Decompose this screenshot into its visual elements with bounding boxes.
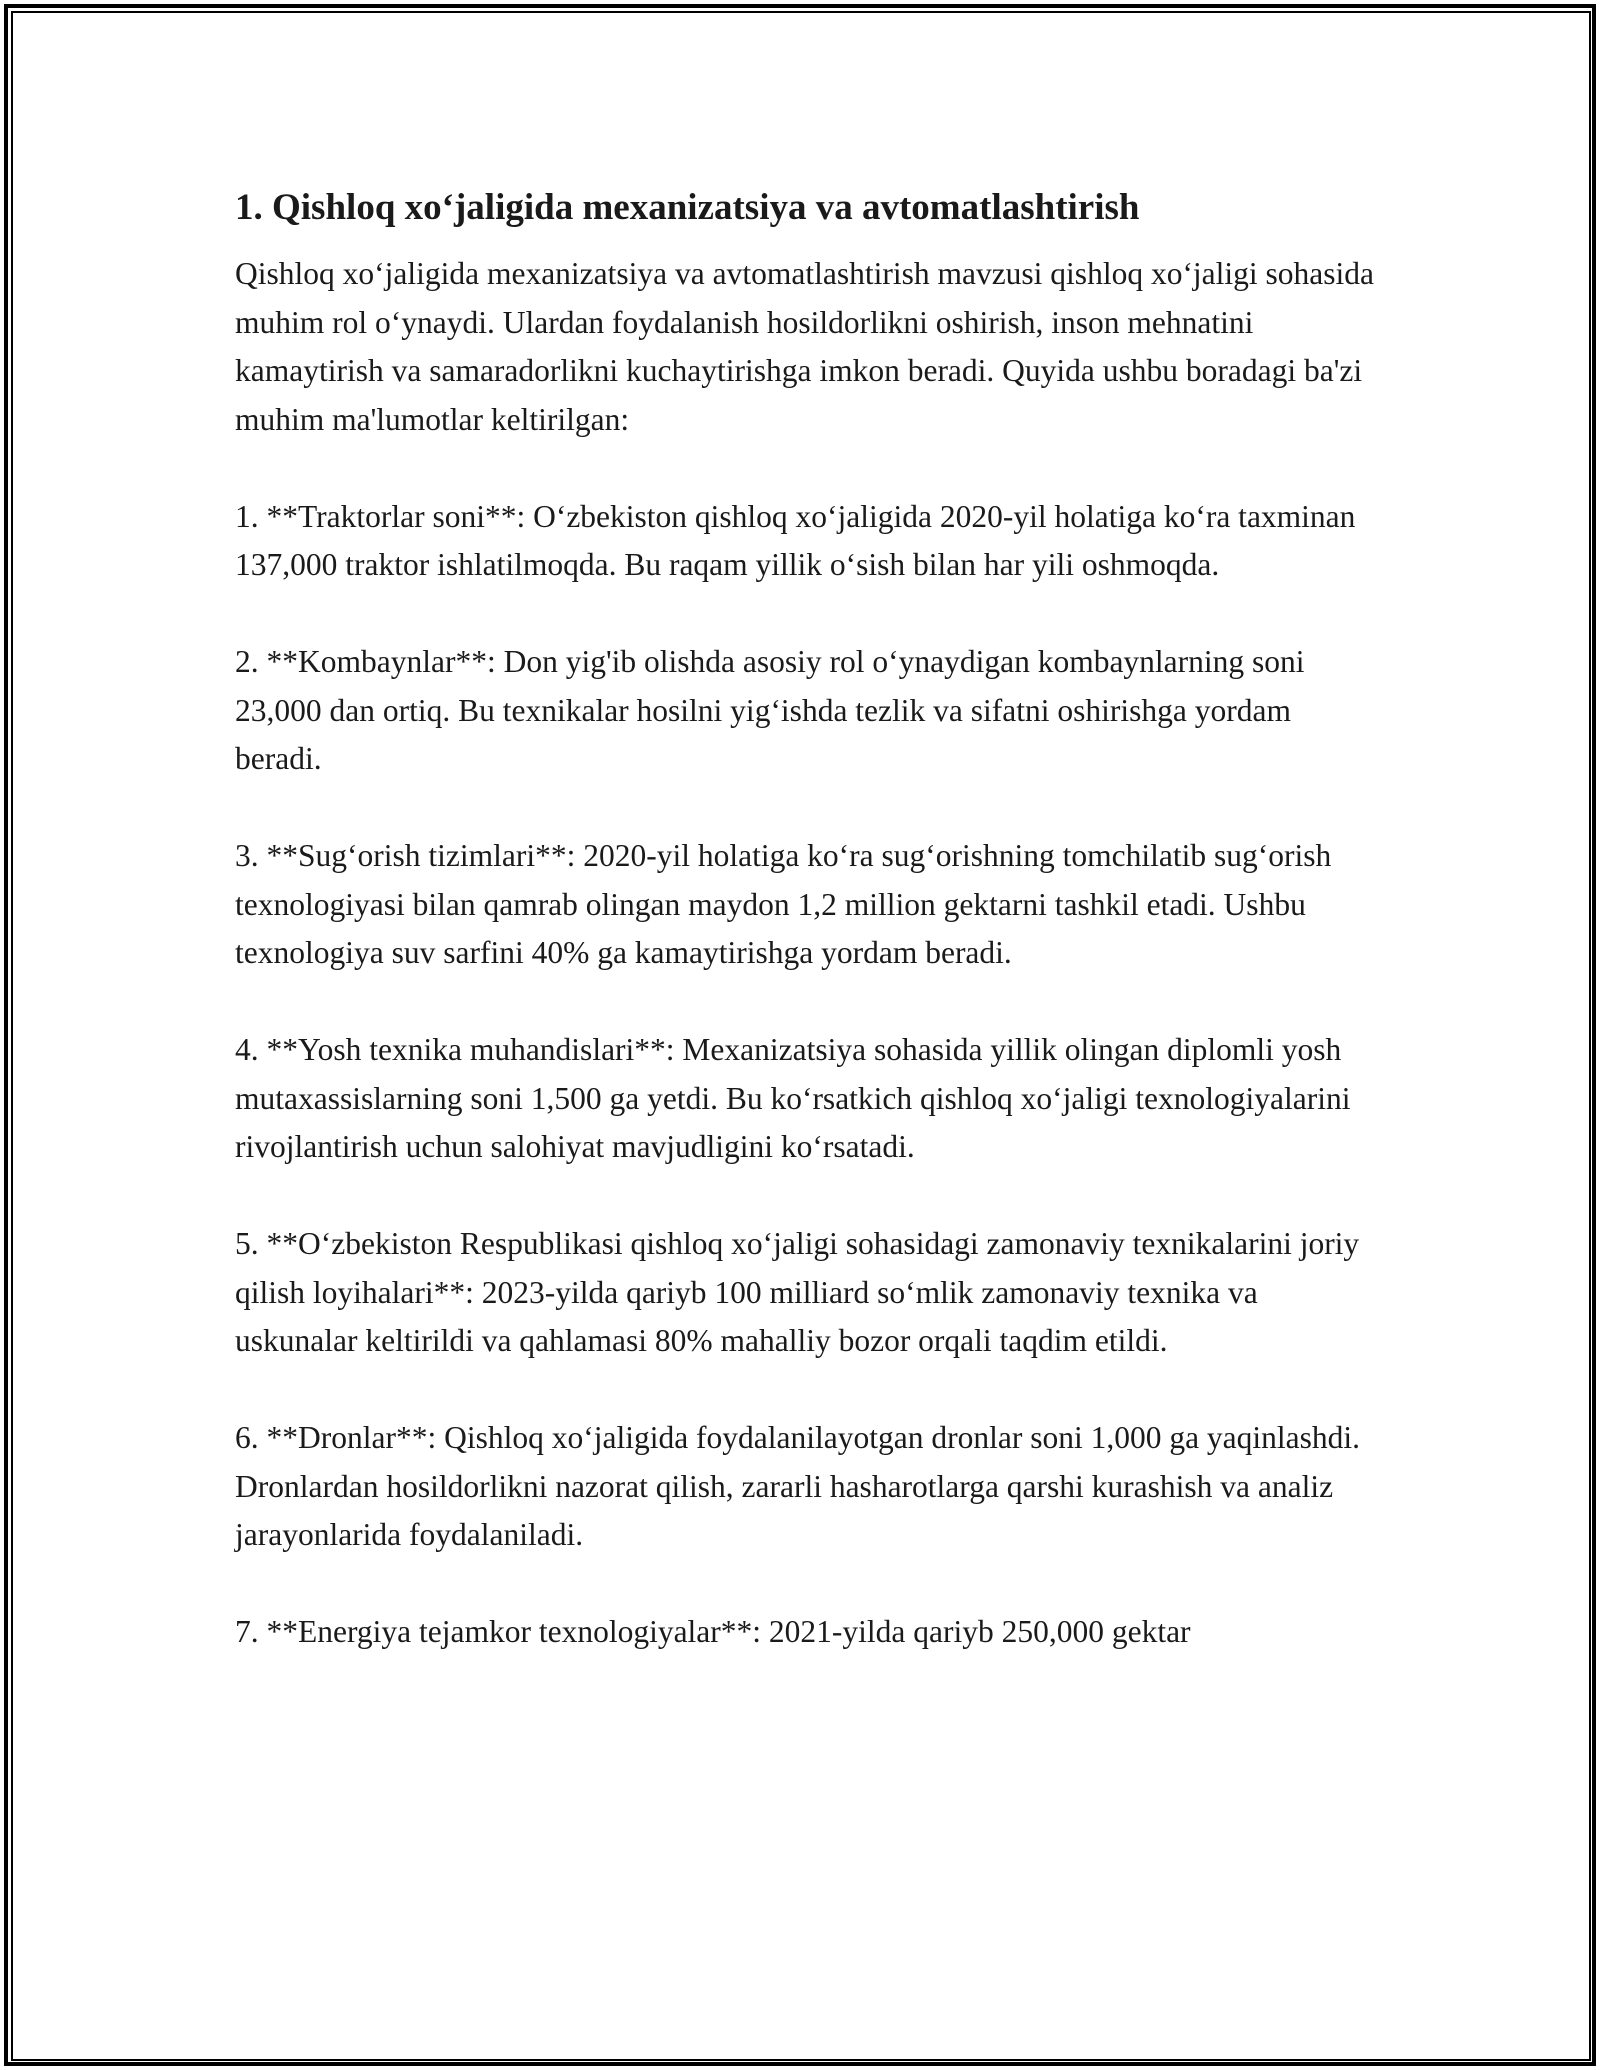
list-item-kombaynlar: 2. **Kombaynlar**: Don yig'ib olishda asosiy rol o‘ynaydigan kombaynlarning soni 23,000 dan ortiq. Bu texnikalar hosilni yig‘ishda tezlik va sifatni oshirishga yordam beradi. <box>235 644 1305 777</box>
document-body <box>235 186 1385 1657</box>
intro-paragraph: Qishloq xo‘jaligida mexanizatsiya va avtomatlashtirish mavzusi qishloq xo‘jaligi sohasida muhim rol o‘ynaydi. Ulardan foydalanish hosildorlikni oshirish, inson mehnatini kamaytirish va samaradorlikni kuchaytirishga imkon beradi. Quyida ushbu boradagi ba'zi muhim ma'lumotlar keltirilgan: <box>235 256 1375 437</box>
list-item-loyihalar: 5. **O‘zbekiston Respublikasi qishloq xo‘jaligi sohasidagi zamonaviy texnikalarini joriy qilish loyihalari**: 2023-yilda qariyb 100 milliard so‘mlik zamonaviy texnika va uskunalar keltirildi va qahlamasi 80% mahalliy bozor orqali taqdim etildi. <box>235 1226 1360 1359</box>
list-item-traktorlar: 1. **Traktorlar soni**: O‘zbekiston qishloq xo‘jaligida 2020-yil holatiga ko‘ra taxminan 137,000 traktor ishlatilmoqda. Bu raqam yillik o‘sish bilan har yili oshmoqda. <box>235 498 1356 583</box>
document-title: 1. Qishloq xo‘jaligida mexanizatsiya va avtomatlashtirish <box>235 187 1140 228</box>
list-item-sugorish: 3. **Sug‘orish tizimlari**: 2020-yil holatiga ko‘ra sug‘orishning tomchilatib sug‘orish texnologiyasi bilan qamrab olingan maydon 1,2 million gektarni tashkil etadi. Ushbu texnologiya suv sarfini 40% ga kamaytirishga yordam beradi. <box>235 838 1332 971</box>
list-item-muhandislar: 4. **Yosh texnika muhandislari**: Mexanizatsiya sohasida yillik olingan diplomli yosh mutaxassislarning soni 1,500 ga yetdi. Bu ko‘rsatkich qishloq xo‘jaligi texnologiyalarini rivojlantirish uchun salohiyat mavjudligini ko‘rsatadi. <box>235 1032 1351 1165</box>
list-item-energiya: 7. **Energiya tejamkor texnologiyalar**: 2021-yilda qariyb 250,000 gektar <box>235 1614 1191 1650</box>
list-item-dronlar: 6. **Dronlar**: Qishloq xo‘jaligida foydalanilayotgan dronlar soni 1,000 ga yaqinlashdi. Dronlardan hosildorlikni nazorat qilish, zararli hasharotlarga qarshi kurashish va analiz jarayonlarida foydalaniladi. <box>235 1420 1361 1553</box>
